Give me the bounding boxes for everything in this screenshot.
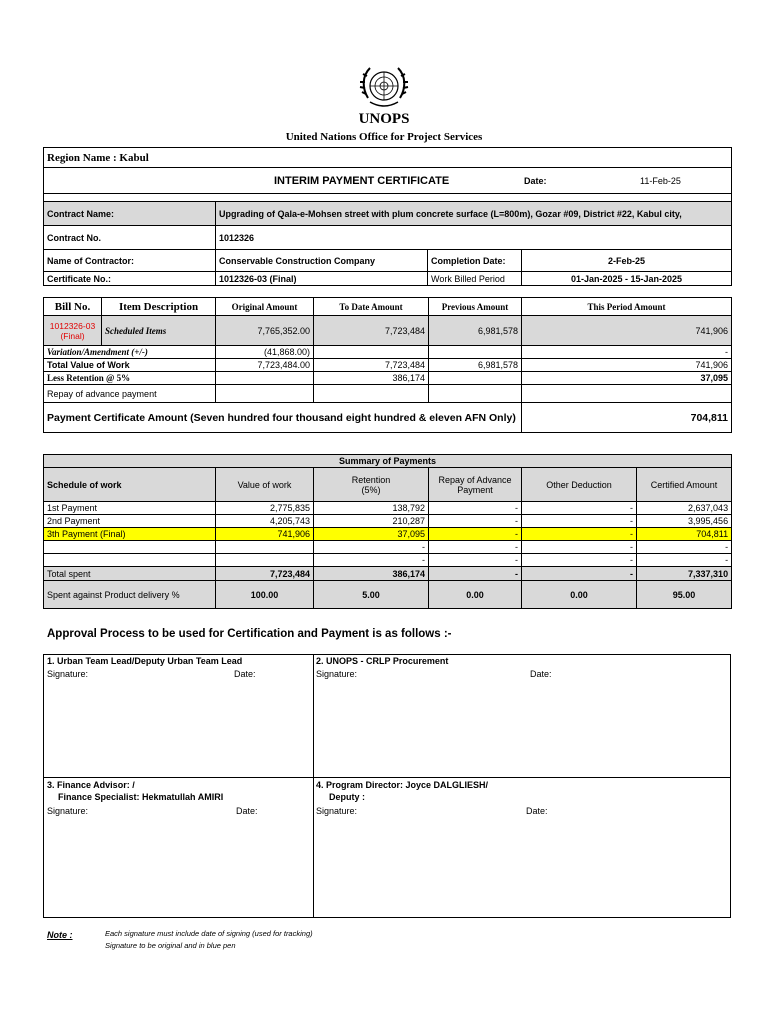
summary-percent-label: Spent against Product delivery % bbox=[44, 581, 216, 609]
billed-period-label: Work Billed Period bbox=[428, 272, 522, 286]
summary-cell-highlight: 3th Payment (Final) bbox=[44, 528, 216, 541]
summary-total-cell: 7,337,310 bbox=[637, 567, 732, 581]
summary-cell bbox=[216, 541, 314, 554]
retention-to-date: 386,174 bbox=[314, 372, 429, 385]
summary-cell: - bbox=[429, 515, 522, 528]
retention-label: Less Retention @ 5% bbox=[44, 372, 216, 385]
certificate-title: INTERIM PAYMENT CERTIFICATE bbox=[274, 175, 450, 187]
summary-percent-cell: 0.00 bbox=[429, 581, 522, 609]
bill-header: Item Description bbox=[102, 298, 216, 316]
summary-total-cell: - bbox=[429, 567, 522, 581]
variation-label: Variation/Amendment (+/-) bbox=[44, 346, 216, 359]
repay-previous bbox=[429, 385, 522, 403]
summary-cell: 138,792 bbox=[314, 502, 429, 515]
bill-header: Bill No. bbox=[44, 298, 102, 316]
repay-to-date bbox=[314, 385, 429, 403]
approval-box-4-date: Date: bbox=[526, 806, 548, 816]
scheduled-this-period: 741,906 bbox=[522, 316, 732, 346]
region-name: Region Name : Kabul bbox=[44, 148, 732, 168]
scheduled-items-label: Scheduled Items bbox=[102, 316, 216, 346]
summary-cell: 210,287 bbox=[314, 515, 429, 528]
contract-name-label: Contract Name: bbox=[44, 202, 216, 226]
approval-box-1-date: Date: bbox=[234, 669, 256, 679]
approval-box-4-title: 4. Program Director: Joyce DALGLIESH/ bbox=[316, 780, 489, 790]
summary-cell bbox=[44, 554, 216, 567]
summary-cell: - bbox=[429, 502, 522, 515]
summary-header: Certified Amount bbox=[637, 468, 732, 502]
summary-cell: - bbox=[522, 554, 637, 567]
contract-no-value: 1012326 bbox=[216, 226, 732, 250]
summary-cell bbox=[44, 541, 216, 554]
contract-info-table bbox=[43, 147, 732, 286]
summary-cell: 4,205,743 bbox=[216, 515, 314, 528]
org-short-name: UNOPS bbox=[358, 111, 410, 127]
bill-no-final: (Final) bbox=[60, 330, 85, 341]
scheduled-previous: 6,981,578 bbox=[429, 316, 522, 346]
note-line-2: Signature to be original and in blue pen bbox=[105, 941, 236, 950]
approval-box-1-signature: Signature: bbox=[47, 669, 89, 679]
summary-cell: 2,775,835 bbox=[216, 502, 314, 515]
summary-percent-cell: 100.00 bbox=[216, 581, 314, 609]
approval-box-1-title: 1. Urban Team Lead/Deputy Urban Team Lead bbox=[47, 656, 243, 666]
scheduled-to-date: 7,723,484 bbox=[314, 316, 429, 346]
approval-box-3-date: Date: bbox=[236, 806, 258, 816]
approval-box-2-date: Date: bbox=[530, 669, 552, 679]
summary-cell-highlight: 37,095 bbox=[314, 528, 429, 541]
org-full-name: United Nations Office for Project Services bbox=[285, 131, 483, 143]
contractor-label: Name of Contractor: bbox=[44, 250, 216, 272]
un-emblem-icon bbox=[358, 64, 410, 110]
payment-certificate-amount-value: 704,811 bbox=[522, 403, 732, 433]
completion-label: Completion Date: bbox=[428, 250, 522, 272]
summary-cell: 3,995,456 bbox=[637, 515, 732, 528]
approval-box-2-signature: Signature: bbox=[316, 669, 358, 679]
summary-total-cell: - bbox=[522, 567, 637, 581]
approval-box-3-signature: Signature: bbox=[47, 806, 89, 816]
summary-cell bbox=[216, 554, 314, 567]
total-value-label: Total Value of Work bbox=[44, 359, 216, 372]
summary-cell: - bbox=[429, 541, 522, 554]
repay-label: Repay of advance payment bbox=[44, 385, 216, 403]
total-original: 7,723,484.00 bbox=[216, 359, 314, 372]
approval-heading: Approval Process to be used for Certification and Payment is as follows :- bbox=[47, 628, 452, 640]
summary-title: Summary of Payments bbox=[44, 455, 732, 468]
approval-box-3-title-2: Finance Specialist: Hekmatullah AMIRI bbox=[58, 792, 224, 802]
summary-cell-highlight: 741,906 bbox=[216, 528, 314, 541]
summary-table bbox=[43, 454, 732, 609]
scheduled-original: 7,765,352.00 bbox=[216, 316, 314, 346]
summary-cell: - bbox=[314, 554, 429, 567]
summary-header: Value of work bbox=[216, 468, 314, 502]
date-value: 11-Feb-25 bbox=[640, 176, 681, 186]
summary-percent-cell: 0.00 bbox=[522, 581, 637, 609]
approval-box-4-title-2: Deputy : bbox=[329, 792, 365, 802]
note-label: Note : bbox=[47, 930, 73, 940]
summary-header: Retention (5%) bbox=[314, 468, 429, 502]
summary-cell: 1st Payment bbox=[44, 502, 216, 515]
summary-header: Repay of Advance Payment bbox=[429, 468, 522, 502]
approval-grid bbox=[43, 654, 731, 918]
summary-cell-highlight: - bbox=[429, 528, 522, 541]
summary-header: Other Deduction bbox=[522, 468, 637, 502]
summary-total-cell: 386,174 bbox=[314, 567, 429, 581]
summary-cell-highlight: 704,811 bbox=[637, 528, 732, 541]
summary-cell: - bbox=[522, 515, 637, 528]
summary-percent-cell: 95.00 bbox=[637, 581, 732, 609]
summary-cell: - bbox=[314, 541, 429, 554]
summary-cell: - bbox=[429, 554, 522, 567]
bill-header: Previous Amount bbox=[429, 298, 522, 316]
cert-no-label: Certificate No.: bbox=[44, 272, 216, 286]
summary-cell: 2,637,043 bbox=[637, 502, 732, 515]
summary-cell: - bbox=[522, 502, 637, 515]
contractor-value: Conservable Construction Company bbox=[216, 250, 428, 272]
bill-header: This Period Amount bbox=[522, 298, 732, 316]
total-previous: 6,981,578 bbox=[429, 359, 522, 372]
summary-cell: - bbox=[522, 541, 637, 554]
summary-total-cell: 7,723,484 bbox=[216, 567, 314, 581]
repay-this-period bbox=[522, 385, 732, 403]
payment-certificate-amount-text: Payment Certificate Amount (Seven hundred four thousand eight hundred & eleven AFN Only) bbox=[44, 403, 522, 433]
summary-percent-cell: 5.00 bbox=[314, 581, 429, 609]
bill-header: Original Amount bbox=[216, 298, 314, 316]
contract-name-value: Upgrading of Qala-e-Mohsen street with plum concrete surface (L=800m), Gozar #09, District #22, Kabul city, bbox=[216, 202, 732, 226]
retention-this-period: 37,095 bbox=[522, 372, 732, 385]
summary-cell-highlight: - bbox=[522, 528, 637, 541]
bill-header: To Date Amount bbox=[314, 298, 429, 316]
retention-original bbox=[216, 372, 314, 385]
summary-header: Schedule of work bbox=[44, 468, 216, 502]
approval-box-3-title: 3. Finance Advisor: / bbox=[47, 780, 135, 790]
bill-no: 1012326-03 bbox=[49, 320, 96, 331]
summary-cell: 2nd Payment bbox=[44, 515, 216, 528]
approval-box-4-signature: Signature: bbox=[316, 806, 358, 816]
variation-previous bbox=[429, 346, 522, 359]
cert-no-value: 1012326-03 (Final) bbox=[216, 272, 428, 286]
approval-box-2-title: 2. UNOPS - CRLP Procurement bbox=[316, 656, 449, 666]
note-line-1: Each signature must include date of signing (used for tracking) bbox=[105, 929, 313, 938]
variation-this-period: - bbox=[522, 346, 732, 359]
repay-original bbox=[216, 385, 314, 403]
total-to-date: 7,723,484 bbox=[314, 359, 429, 372]
variation-to-date bbox=[314, 346, 429, 359]
date-label: Date: bbox=[524, 176, 547, 186]
total-this-period: 741,906 bbox=[522, 359, 732, 372]
billed-period-value: 01-Jan-2025 - 15-Jan-2025 bbox=[522, 272, 732, 286]
summary-cell: - bbox=[637, 541, 732, 554]
bill-table bbox=[43, 297, 732, 433]
completion-value: 2-Feb-25 bbox=[522, 250, 732, 272]
retention-previous bbox=[429, 372, 522, 385]
variation-original: (41,868.00) bbox=[216, 346, 314, 359]
contract-no-label: Contract No. bbox=[44, 226, 216, 250]
summary-cell: - bbox=[637, 554, 732, 567]
summary-total-label: Total spent bbox=[44, 567, 216, 581]
